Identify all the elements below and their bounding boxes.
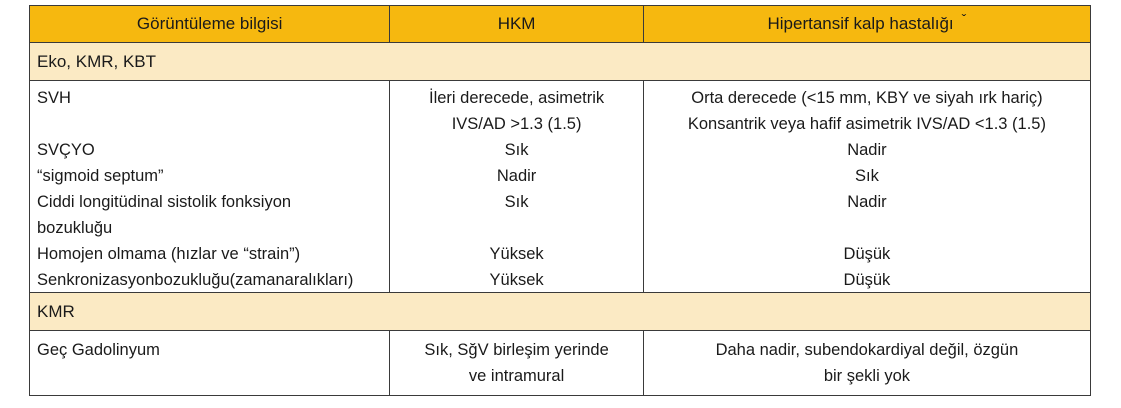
cell-line bbox=[37, 363, 389, 389]
section-title: KMR bbox=[37, 301, 75, 321]
cell-line: Geç Gadolinyum bbox=[37, 341, 160, 359]
header-hkm bbox=[390, 6, 644, 42]
cell-line: Daha nadir, subendokardiyal değil, özgün bbox=[715, 341, 1019, 359]
cell-line bbox=[37, 111, 389, 137]
cell-line: IVS/AD >1.3 (1.5) bbox=[451, 115, 582, 133]
cell-line: Sık bbox=[855, 167, 879, 185]
cell-line: bir şekli yok bbox=[823, 367, 911, 385]
header-hypertensive bbox=[644, 6, 1090, 42]
cell-line: Sık bbox=[504, 193, 529, 211]
hypertensive-cell bbox=[644, 81, 1090, 292]
header-imaging-info bbox=[30, 6, 390, 42]
cell-line: Ciddi longitüdinal sistolik fonksiyon bbox=[37, 193, 292, 211]
cell-line: Nadir bbox=[847, 193, 887, 211]
cell-line: Orta derecede (<15 mm, KBY ve siyah ırk hariç) bbox=[691, 89, 1043, 107]
cell-line: Homojen olmama (hızlar ve “strain”) bbox=[37, 245, 301, 263]
imaging-info-cell bbox=[30, 331, 390, 395]
comparison-table bbox=[29, 5, 1091, 396]
cell-line: Düşük bbox=[843, 271, 891, 289]
cell-line: Düşük bbox=[843, 245, 891, 263]
cell-line: Sık, SğV birleşim yerinde bbox=[424, 341, 609, 359]
cell-line: Sık bbox=[504, 141, 529, 159]
header-hypertensive-label: Hipertansif kalp hastalığı bbox=[767, 14, 954, 33]
cell-line: Konsantrik veya hafif asimetrik IVS/AD <1.3 (1.5) bbox=[687, 115, 1046, 133]
header-hkm-label: HKM bbox=[497, 14, 536, 33]
cell-line: Senkronizasyonbozukluğu(zamanaralıkları) bbox=[37, 271, 354, 289]
cell-line: bozukluğu bbox=[37, 219, 113, 237]
cell-line: Nadir bbox=[496, 167, 537, 185]
header-imaging-info-label: Görüntüleme bilgisi bbox=[136, 14, 283, 33]
section-title-row bbox=[30, 43, 1090, 81]
table-header-row bbox=[30, 6, 1090, 43]
section-body-row bbox=[30, 331, 1090, 395]
section-title: Eko, KMR, KBT bbox=[37, 51, 157, 71]
section-title-row bbox=[30, 293, 1090, 331]
section-body-row bbox=[30, 81, 1090, 293]
cell-line: ve intramural bbox=[468, 367, 565, 385]
imaging-info-cell bbox=[30, 81, 390, 292]
cell-line: “sigmoid septum” bbox=[37, 167, 164, 185]
cell-line bbox=[390, 215, 643, 241]
cell-line: İleri derecede, asimetrik bbox=[429, 89, 605, 107]
cell-line bbox=[644, 215, 1090, 241]
cell-line: Yüksek bbox=[489, 245, 544, 263]
cell-line: Nadir bbox=[847, 141, 887, 159]
hkm-cell bbox=[390, 331, 644, 395]
hypertensive-cell bbox=[644, 331, 1090, 395]
header-hypertensive-mark: ˇ bbox=[961, 11, 967, 27]
hkm-cell bbox=[390, 81, 644, 292]
cell-line: Yüksek bbox=[489, 271, 544, 289]
cell-line: SVÇYO bbox=[37, 141, 95, 159]
cell-line: SVH bbox=[37, 89, 71, 107]
